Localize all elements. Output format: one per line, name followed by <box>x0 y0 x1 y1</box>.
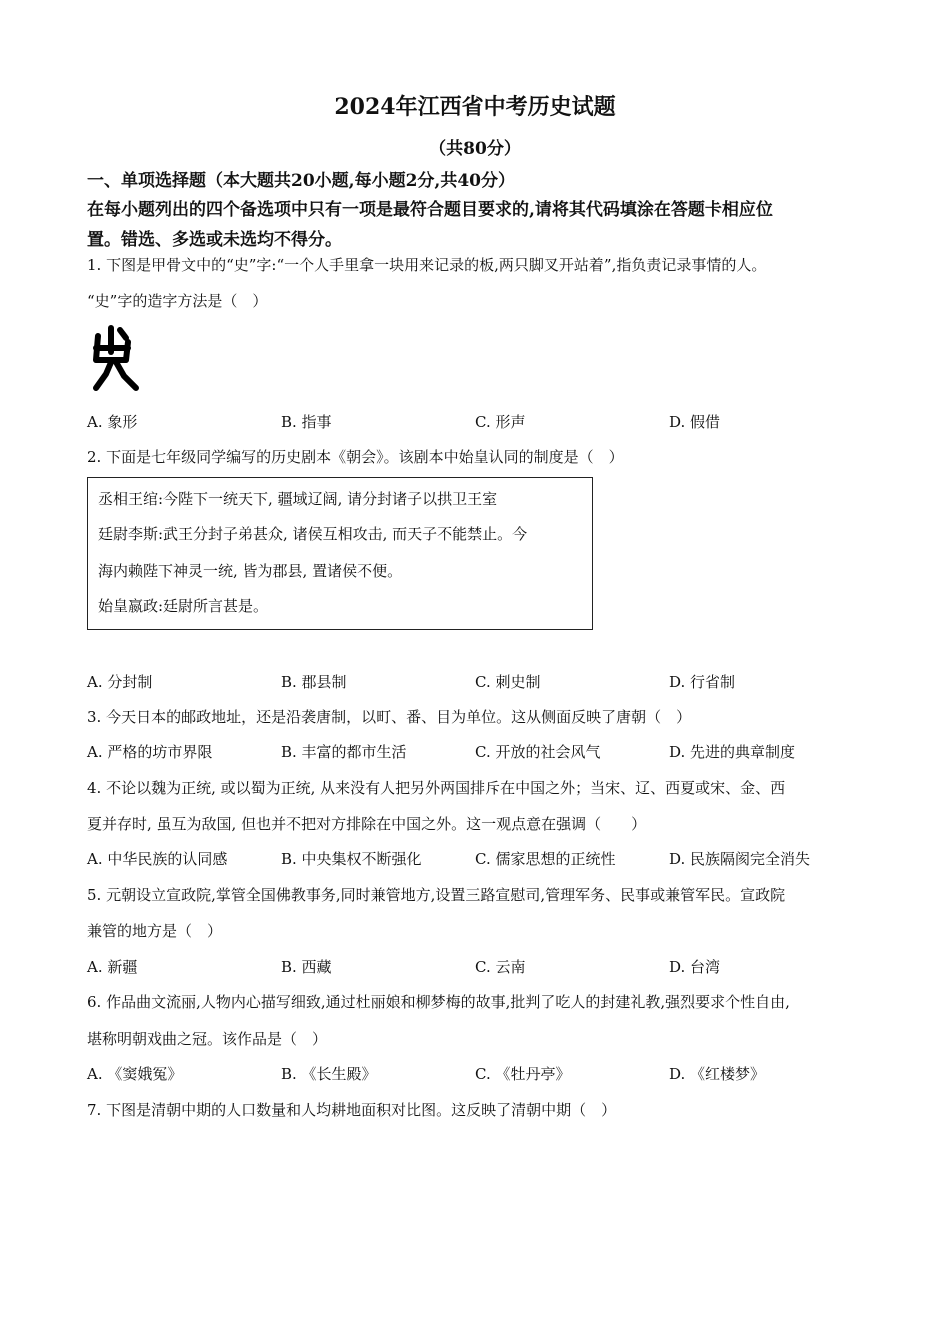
question-1-line-2: “史”字的造字方法是（ ） <box>87 292 268 310</box>
q4-option-b: B. 中央集权不断强化 <box>281 850 422 868</box>
question-7-line-1: 7. 下图是清朝中期的人口数量和人均耕地面积对比图。这反映了清朝中期（ ） <box>87 1101 617 1119</box>
q2-option-d: D. 行省制 <box>669 673 736 691</box>
question-4-line-2: 夏并存时, 虽互为敌国, 但也并不把对方排除在中国之外。这一观点意在强调（ ） <box>87 815 647 833</box>
q4-option-c: C. 儒家思想的正统性 <box>475 850 616 868</box>
script-line-4: 始皇嬴政:廷尉所言甚是。 <box>98 597 269 615</box>
script-line-1: 丞相王绾:今陛下一统天下, 疆域辽阔, 请分封诸子以拱卫王室 <box>98 490 498 508</box>
script-line-3: 海内赖陛下神灵一统, 皆为郡县, 置诸侯不便。 <box>98 562 403 580</box>
q2-option-c: C. 刺史制 <box>475 673 541 691</box>
question-2-line-1: 2. 下面是七年级同学编写的历史剧本《朝会》。该剧本中始皇认同的制度是（ ） <box>87 448 624 466</box>
section-heading: 一、单项选择题（本大题共20小题,每小题2分,共40分） <box>87 171 515 191</box>
q6-option-a: A. 《窦娥冤》 <box>87 1065 183 1083</box>
q4-option-d: D. 民族隔阂完全消失 <box>669 850 811 868</box>
q3-option-c: C. 开放的社会风气 <box>475 743 601 761</box>
q5-option-b: B. 西藏 <box>281 958 332 976</box>
q1-option-a: A. 象形 <box>87 413 138 431</box>
script-line-2: 廷尉李斯:武王分封子弟甚众, 诸侯互相攻击, 而天子不能禁止。今 <box>98 525 528 543</box>
q3-option-a: A. 严格的坊市界限 <box>87 743 213 761</box>
q1-option-b: B. 指事 <box>281 413 332 431</box>
q3-option-b: B. 丰富的都市生活 <box>281 743 407 761</box>
page-title: 2024年江西省中考历史试题 <box>334 94 616 120</box>
q6-option-d: D. 《红楼梦》 <box>669 1065 766 1083</box>
section-instruction-line-1: 在每小题列出的四个备选项中只有一项是最符合题目要求的,请将其代码填涂在答题卡相应位 <box>87 200 773 220</box>
q5-option-c: C. 云南 <box>475 958 526 976</box>
question-6-line-2: 堪称明朝戏曲之冠。该作品是（ ） <box>87 1030 328 1048</box>
question-5-line-2: 兼管的地方是（ ） <box>87 922 223 940</box>
q2-option-b: B. 郡县制 <box>281 673 347 691</box>
script-excerpt-box <box>87 477 593 630</box>
total-score: （共80分） <box>429 139 521 159</box>
q3-option-d: D. 先进的典章制度 <box>669 743 796 761</box>
question-5-line-1: 5. 元朝设立宣政院,掌管全国佛教事务,同时兼管地方,设置三路宣慰司,管理军务、民事或兼管军民。宣政院 <box>87 886 786 904</box>
question-3-line-1: 3. 今天日本的邮政地址，还是沿袭唐制，以町、番、目为单位。这从侧面反映了唐朝（ ） <box>87 708 692 726</box>
q5-option-a: A. 新疆 <box>87 958 138 976</box>
question-4-line-1: 4. 不论以魏为正统, 或以蜀为正统, 从来没有人把另外两国排斥在中国之外；当宋、辽、西夏或宋、金、西 <box>87 779 786 797</box>
q6-option-c: C. 《牡丹亭》 <box>475 1065 571 1083</box>
q4-option-a: A. 中华民族的认同感 <box>87 850 228 868</box>
q2-option-a: A. 分封制 <box>87 673 153 691</box>
q5-option-d: D. 台湾 <box>669 958 721 976</box>
q1-option-d: D. 假借 <box>669 413 721 431</box>
question-6-line-1: 6. 作品曲文流丽,人物内心描写细致,通过杜丽娘和柳梦梅的故事,批判了吃人的封建礼教,强烈要求个性自由, <box>87 993 790 1011</box>
q1-option-c: C. 形声 <box>475 413 526 431</box>
section-instruction-line-2: 置。错选、多选或未选均不得分。 <box>87 230 342 250</box>
q6-option-b: B. 《长生殿》 <box>281 1065 377 1083</box>
oracle-bone-shi-character-image <box>86 322 144 394</box>
question-1-line-1: 1. 下图是甲骨文中的“史”字:“一个人手里拿一块用来记录的板,两只脚叉开站着”,指负责记录事情的人。 <box>87 256 767 274</box>
